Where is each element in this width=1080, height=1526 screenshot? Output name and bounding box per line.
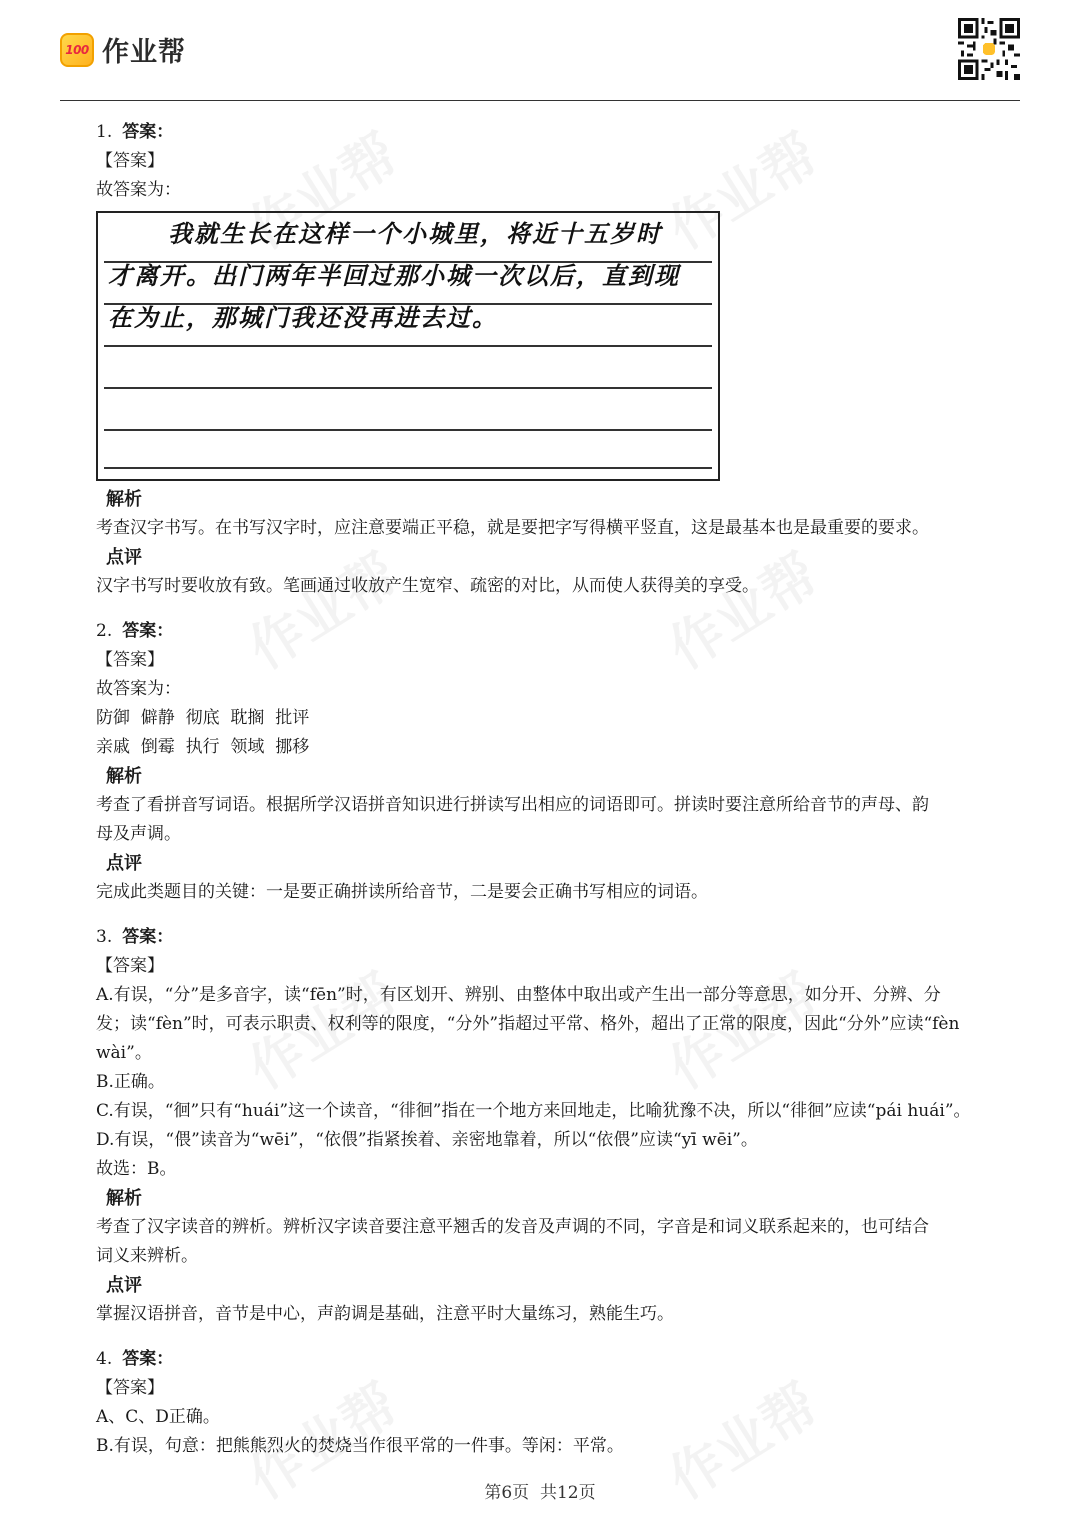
- ruled-line: [104, 387, 712, 389]
- comment-title: 点评: [106, 853, 142, 874]
- logo-badge-text: 100: [65, 42, 89, 57]
- handwriting-line: 在为止，那城门我还没再进去过。: [108, 303, 498, 332]
- option-c-text: C.有误，“徊”只有“huái”这一个读音，“徘徊”指在一个地方来回地走，比喻犹豫不决，所以“徘徊”应读“pái huái”。: [96, 1101, 971, 1121]
- question-number: 3.: [96, 927, 113, 947]
- handwriting-line: 我就生长在这样一个小城里，将近十五岁时: [168, 219, 662, 248]
- answer-lead: 故答案为：: [96, 679, 181, 699]
- handwriting-box: [96, 211, 720, 481]
- logo-badge-icon: [60, 33, 94, 67]
- brand-logo[interactable]: [60, 30, 186, 69]
- answer-label: 答案：: [122, 1349, 174, 1369]
- answer-tag: 【答案】: [96, 1378, 164, 1398]
- option-d-text: D.有误，“偎”读音为“wēi”，“依偎”指紧挨着、亲密地靠着，所以“依偎”应读“yī wēi”。: [96, 1130, 758, 1150]
- option-a-text: A.有误，“分”是多音字，读“fēn”时，有区划开、辨别、由整体中取出或产生出一部分等意思，如分开、分辨、分: [96, 985, 941, 1005]
- analysis-text: 考查汉字书写。在书写汉字时，应注意要端正平稳，就是要把字写得横平竖直，这是最基本也是最重要的要求。: [96, 518, 929, 538]
- final-choice: 故选：B。: [96, 1159, 177, 1179]
- ruled-line: [104, 345, 712, 347]
- answer-lead: 故答案为：: [96, 180, 181, 200]
- question-3-heading: [96, 923, 1046, 952]
- ruled-line: [104, 429, 712, 431]
- handwriting-line: 才离开。出门两年半回过那小城一次以后，直到现: [108, 261, 680, 290]
- answer-tag: 【答案】: [96, 151, 164, 171]
- answer-line: A、C、D正确。: [96, 1407, 220, 1427]
- answer-content: [96, 118, 1046, 1461]
- comment-text: 完成此类题目的关键：一是要正确拼读所给音节，二是要会正确书写相应的词语。: [96, 882, 708, 902]
- question-number: 4.: [96, 1349, 113, 1369]
- answer-line: B.有误，句意：把熊熊烈火的焚烧当作很平常的一件事。等闲：平常。: [96, 1436, 624, 1456]
- question-2-heading: [96, 617, 1046, 646]
- analysis-text: 考查了看拼音写词语。根据所学汉语拼音知识进行拼读写出相应的词语即可。拼读时要注意所给音节的声母、韵: [96, 795, 929, 815]
- header-divider: [60, 100, 1020, 101]
- answer-label: 答案：: [122, 927, 174, 947]
- question-number: 2.: [96, 621, 113, 641]
- answer-words: 防御 僻静 彻底 耽搁 批评: [96, 708, 310, 728]
- analysis-title: 解析: [106, 1188, 142, 1209]
- ruled-line: [104, 467, 712, 469]
- analysis-text: 词义来辨析。: [96, 1246, 198, 1266]
- option-b-text: B.正确。: [96, 1072, 165, 1092]
- answer-tag: 【答案】: [96, 956, 164, 976]
- comment-title: 点评: [106, 1275, 142, 1296]
- page-footer: 第6页 共12页: [484, 1483, 596, 1503]
- question-1-heading: [96, 118, 1046, 147]
- page-header: [0, 0, 1080, 102]
- comment-title: 点评: [106, 547, 142, 568]
- analysis-text: 母及声调。: [96, 824, 181, 844]
- answer-label: 答案：: [122, 122, 174, 142]
- answer-tag: 【答案】: [96, 650, 164, 670]
- answer-label: 答案：: [122, 621, 174, 641]
- qr-code-icon: [958, 18, 1020, 80]
- option-a-text: 发；读“fèn”时，可表示职责、权利等的限度，“分外”指超过平常、格外，超出了正常的限度，因此“分外”应读“fèn: [96, 1014, 960, 1034]
- option-a-text: wài”。: [96, 1043, 152, 1063]
- comment-text: 汉字书写时要收放有致。笔画通过收放产生宽窄、疏密的对比，从而使人获得美的享受。: [96, 576, 759, 596]
- question-number: 1.: [96, 122, 113, 142]
- analysis-title: 解析: [106, 766, 142, 787]
- logo-text: 作业帮: [102, 37, 186, 68]
- analysis-text: 考查了汉字读音的辨析。辨析汉字读音要注意平翘舌的发音及声调的不同，字音是和词义联系起来的，也可结合: [96, 1217, 929, 1237]
- comment-text: 掌握汉语拼音，音节是中心，声韵调是基础，注意平时大量练习，熟能生巧。: [96, 1304, 674, 1324]
- question-4-heading: [96, 1345, 1046, 1374]
- analysis-title: 解析: [106, 489, 142, 510]
- answer-words: 亲戚 倒霉 执行 领域 挪移: [96, 737, 310, 757]
